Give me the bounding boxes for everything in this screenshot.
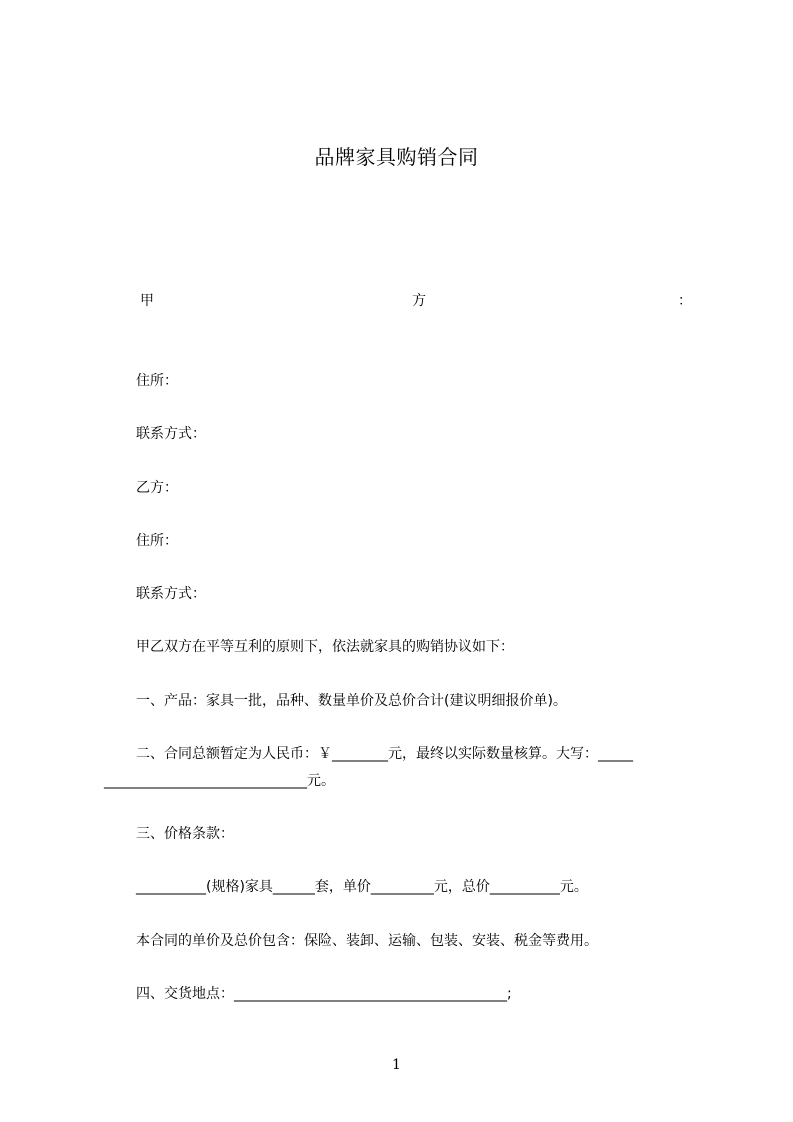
party-b-address: 住所：	[136, 533, 178, 549]
party-b-contact: 联系方式：	[136, 586, 206, 602]
clause-4-delivery-location: 四、交货地点：_______________________________________;	[136, 986, 512, 1002]
clause-2-total-amount: 二、合同总额暂定为人民币：￥________元，最终以实际数量核算。大写：_____	[136, 746, 633, 762]
party-a-colon: ：	[678, 293, 692, 309]
party-a-line	[136, 291, 692, 311]
party-a-contact: 联系方式：	[136, 426, 206, 442]
page-number: 1	[392, 1057, 401, 1073]
document-title: 品牌家具购销合同	[314, 145, 479, 169]
clause-3-title: 三、价格条款：	[136, 826, 234, 842]
clause-2-total-amount-continued: _____________________________元。	[104, 773, 335, 789]
clause-3-price-includes: 本合同的单价及总价包含：保险、装卸、运输、包装、安装、税金等费用。	[136, 933, 598, 949]
clause-1-products: 一、产品：家具一批，品种、数量单价及总价合计(建议明细报价单)。	[136, 693, 567, 709]
clause-3-price-detail: __________(规格)家具______套，单价_________元，总价__________元。	[136, 879, 588, 895]
party-a-char-1: 甲	[140, 293, 154, 309]
party-a-char-2: 方	[412, 293, 426, 309]
preamble-text: 甲乙双方在平等互利的原则下，依法就家具的购销协议如下：	[136, 639, 514, 655]
party-b-label: 乙方：	[136, 480, 178, 496]
party-a-address: 住所：	[136, 373, 178, 389]
